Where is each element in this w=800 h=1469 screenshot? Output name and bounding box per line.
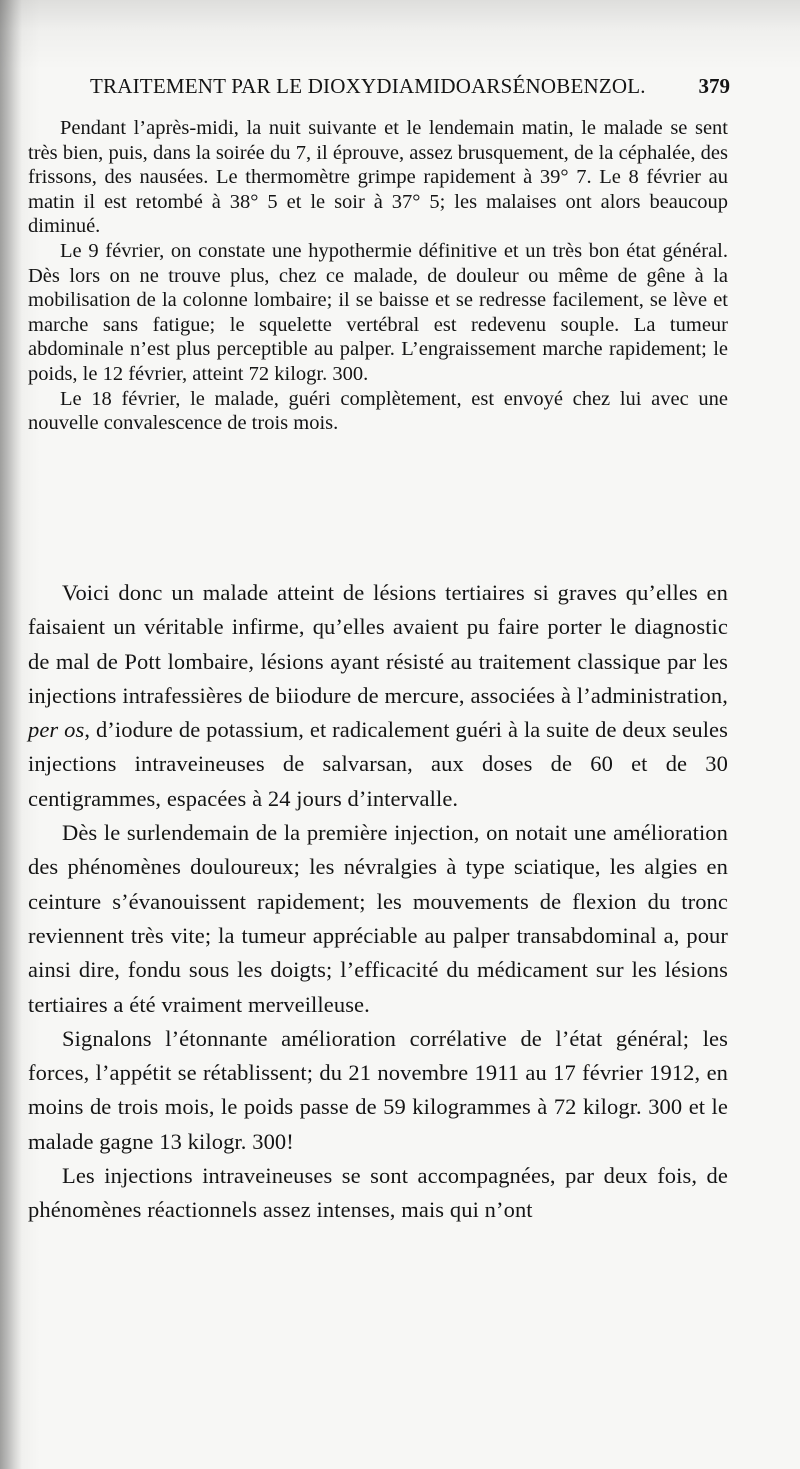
- latin-phrase: per os: [28, 717, 85, 743]
- case-paragraph-3: Le 18 février, le malade, guéri complètement, est envoyé chez lui avec une nouvelle convalescence de trois mois.: [28, 387, 728, 435]
- discussion-paragraph-1: [28, 576, 728, 816]
- discussion-paragraph-4: Les injections intraveineuses se sont accompagnées, par deux fois, de phénomènes réactionnels assez intenses, mais qui n’ont: [28, 1163, 728, 1223]
- discussion-paragraph-1-text: Voici donc un malade atteint de lésions tertiaires si graves qu’elles en faisaient un véritable infirme, qu’elles avaient pu faire porter le diagnostic de mal de Pott lombaire, lésions ayant résisté au traitement classique par les injections intrafessières de biiodure de mercure, associées à l’administration,: [28, 580, 728, 708]
- running-header: [90, 74, 730, 104]
- case-paragraph-2: Le 9 février, on constate une hypothermie définitive et un très bon état général. Dès lors on ne trouve plus, chez ce malade, de douleur ou même de gêne à la mobilisation de la colonne lombaire; il se baisse et se redresse facilement, se lève et marche sans fatigue; le squelette vertébral est redevenu souple. La tumeur abdominale n’est plus perceptible au palper. L’engraissement marche rapidement; le poids, le 12 février, atteint 72 kilogr. 300.: [28, 239, 728, 385]
- case-report-section: [28, 116, 728, 436]
- page-edge-shadow: [0, 0, 22, 1469]
- page-number: 379: [698, 74, 730, 98]
- discussion-section: [28, 576, 728, 1228]
- discussion-paragraph-2: Dès le surlendemain de la première injection, on notait une amélioration des phénomènes douloureux; les névralgies à type sciatique, les algies en ceinture s’évanouissent rapidement; les mouvements de flexion du tronc reviennent très vite; la tumeur appréciable au palper transabdominal a, pour ainsi dire, fondu sous les doigts; l’efficacité du médicament sur les lésions tertiaires a été vraiment merveilleuse.: [28, 820, 728, 1017]
- discussion-paragraph-1-end: , d’iodure de potassium, et radicalement guéri à la suite de deux seules injections intraveineuses de salvarsan, aux doses de 60 et de 30 centigrammes, espacées à 24 jours d’intervalle.: [28, 717, 728, 811]
- case-paragraph-1: Pendant l’après-midi, la nuit suivante et le lendemain matin, le malade se sent très bien, puis, dans la soirée du 7, il éprouve, assez brusquement, de la céphalée, des frissons, des nausées. Le thermomètre grimpe rapidement à 39° 7. Le 8 février au matin il est retombé à 38° 5 et le soir à 37° 5; les malaises ont alors beaucoup diminué.: [28, 117, 728, 238]
- discussion-paragraph-3: Signalons l’étonnante amélioration corrélative de l’état général; les forces, l’appétit se rétablissent; du 21 novembre 1911 au 17 février 1912, en moins de trois mois, le poids passe de 59 kilogrammes à 72 kilogr. 300 et le malade gagne 13 kilogr. 300!: [28, 1025, 728, 1154]
- running-title: TRAITEMENT PAR LE DIOXYDIAMIDOARSÉNOBENZOL.: [90, 74, 646, 98]
